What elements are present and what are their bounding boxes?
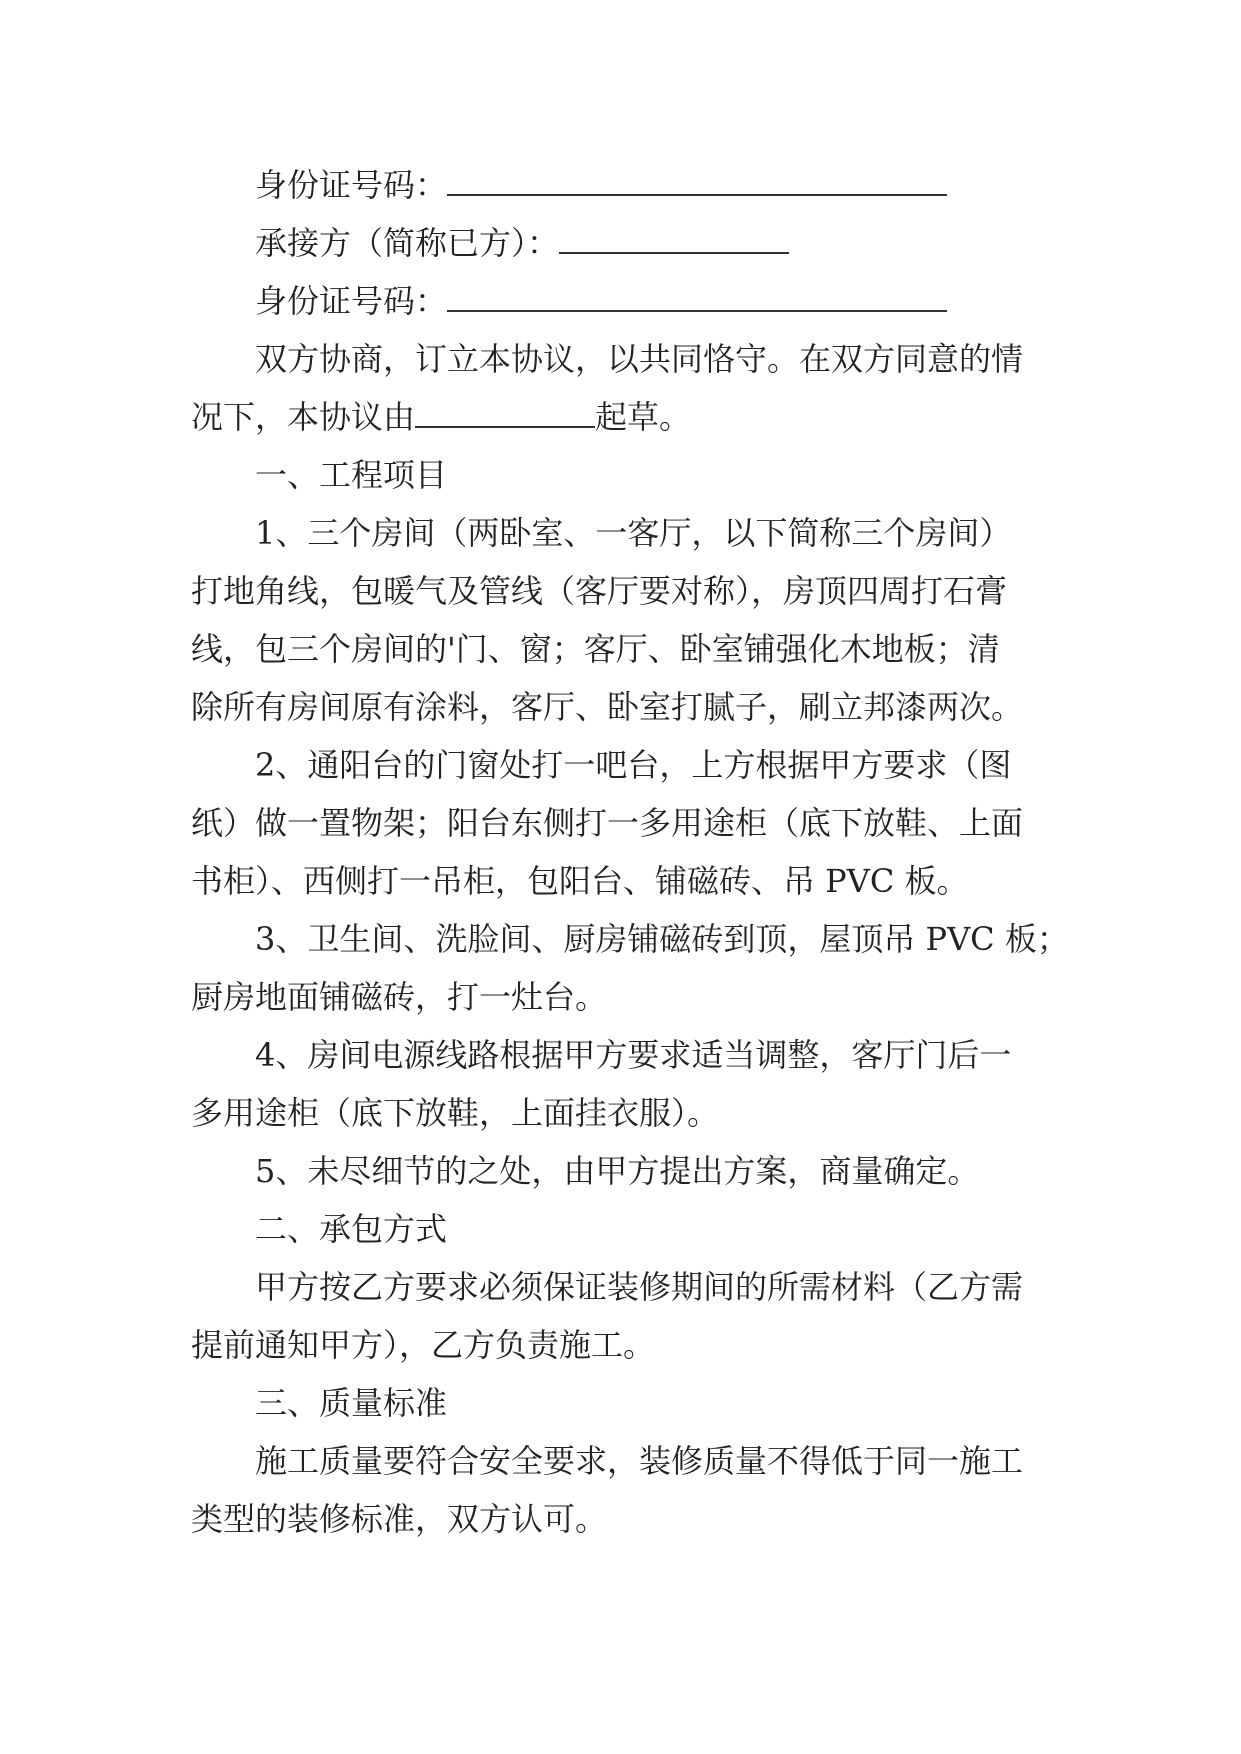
section-3-line-1: 施工质量要符合安全要求，装修质量不得低于同一施工: [255, 1442, 1024, 1480]
section-3-heading: 三、质量标准: [255, 1384, 448, 1422]
intro-line-2-suffix: 起草。: [595, 398, 692, 436]
section-3-line-2: 类型的装修标准，双方认可。: [191, 1500, 608, 1538]
intro-line-1: 双方协商，订立本协议，以共同恪守。在双方同意的情: [255, 340, 1024, 378]
party-b-id-blank: [447, 276, 947, 312]
party-a-id-line: [191, 156, 1051, 214]
item-5-line: 5、未尽细节的之处，由甲方提出方案，商量确定。: [255, 1152, 980, 1190]
item-1-line-4: 除所有房间原有涂料，客厅、卧室打腻子，刷立邦漆两次。: [191, 688, 1024, 726]
party-a-id-blank: [447, 160, 947, 196]
party-b-line: [191, 214, 1051, 272]
party-b-id-line: [191, 272, 1051, 330]
party-a-id-label: 身份证号码：: [255, 166, 448, 204]
item-1-line-1: 1、三个房间（两卧室、一客厅，以下简称三个房间）: [255, 514, 1012, 552]
party-b-label: 承接方（简称已方）：: [255, 224, 560, 262]
intro-line-2-prefix: 况下，本协议由: [191, 398, 416, 436]
section-2-heading: 二、承包方式: [255, 1210, 448, 1248]
section-1-heading: 一、工程项目: [255, 456, 448, 494]
drafter-blank: [415, 392, 595, 428]
party-b-blank: [559, 218, 789, 254]
party-b-id-label: 身份证号码：: [255, 282, 448, 320]
item-4-line-1: 4、房间电源线路根据甲方要求适当调整，客厅门后一: [255, 1036, 1012, 1074]
agreement-body: [191, 156, 1069, 1548]
section-2-line-1: 甲方按乙方要求必须保证装修期间的所需材料（乙方需: [255, 1268, 1024, 1306]
item-2-line-2: 纸）做一置物架；阳台东侧打一多用途柜（底下放鞋、上面: [191, 804, 1024, 842]
item-2-line-3: 书柜）、西侧打一吊柜，包阳台、铺磁砖、吊 PVC 板。: [191, 862, 969, 900]
item-1-line-3: 线，包三个房间的'门、窗；客厅、卧室铺强化木地板；清: [191, 630, 1000, 668]
item-1-line-2: 打地角线，包暖气及管线（客厅要对称），房顶四周打石膏: [191, 572, 1008, 610]
intro-line-2: [191, 388, 1051, 446]
item-3-line-2: 厨房地面铺磁砖，打一灶台。: [191, 978, 608, 1016]
item-2-line-1: 2、通阳台的门窗处打一吧台，上方根据甲方要求（图: [255, 746, 1012, 784]
item-3-line-1: 3、卫生间、洗脸间、厨房铺磁砖到顶，屋顶吊 PVC 板；: [255, 920, 1069, 958]
section-2-line-2: 提前通知甲方），乙方负责施工。: [191, 1326, 656, 1364]
item-4-line-2: 多用途柜（底下放鞋，上面挂衣服）。: [191, 1094, 720, 1132]
